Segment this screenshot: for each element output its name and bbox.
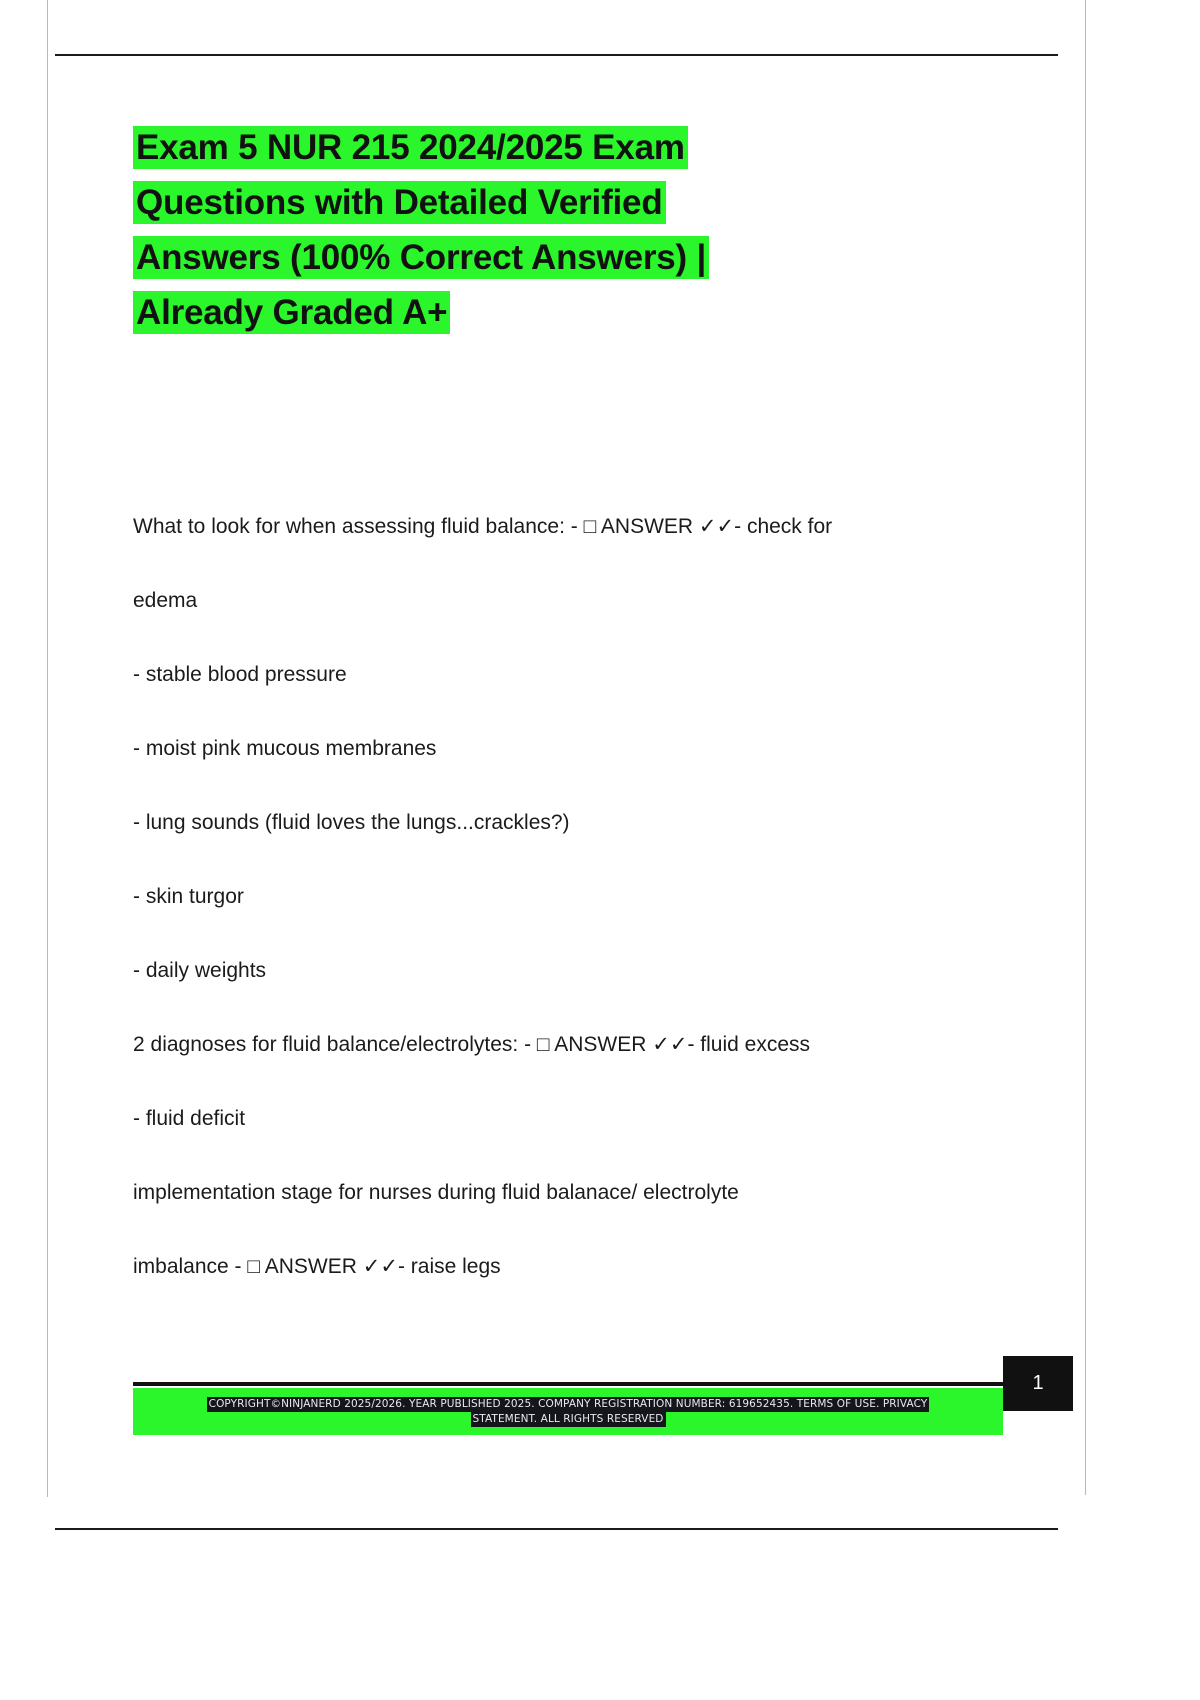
body-paragraph: - stable blood pressure bbox=[133, 663, 347, 686]
body-paragraph: 2 diagnoses for fluid balance/electrolytes: - □ ANSWER ✓✓- fluid excess bbox=[133, 1033, 810, 1056]
body-paragraph: - fluid deficit bbox=[133, 1107, 246, 1130]
footer-divider bbox=[133, 1382, 1003, 1386]
page-edge-left-rule bbox=[47, 0, 48, 1497]
body-paragraph: - lung sounds (fluid loves the lungs...crackles?) bbox=[133, 811, 570, 834]
page-number-badge: 1 bbox=[1003, 1356, 1073, 1411]
title-line-2: Questions with Detailed Verified bbox=[133, 181, 666, 224]
body-paragraph: - daily weights bbox=[133, 959, 267, 982]
title-line-1: Exam 5 NUR 215 2024/2025 Exam bbox=[133, 126, 688, 169]
header-divider bbox=[55, 54, 1058, 56]
page-bottom-divider bbox=[55, 1528, 1058, 1530]
body-paragraph: implementation stage for nurses during fluid balanace/ electrolyte bbox=[133, 1181, 739, 1204]
body-paragraph: edema bbox=[133, 589, 198, 612]
body-paragraph: - skin turgor bbox=[133, 885, 244, 908]
footer-copyright-line-1: COPYRIGHT©NINJANERD 2025/2026. YEAR PUBLISHED 2025. COMPANY REGISTRATION NUMBER: 619652435. TERMS OF USE. PRIVACY bbox=[208, 1397, 928, 1410]
page-edge-right-rule bbox=[1085, 0, 1086, 1495]
title-line-3: Answers (100% Correct Answers) | bbox=[133, 236, 709, 279]
page-title bbox=[133, 120, 893, 340]
document-content bbox=[133, 120, 1013, 1304]
footer-copyright-line-2: STATEMENT. ALL RIGHTS RESERVED bbox=[472, 1412, 664, 1425]
footer-copyright bbox=[133, 1388, 1003, 1435]
document-body bbox=[133, 490, 1013, 1304]
body-paragraph: - moist pink mucous membranes bbox=[133, 737, 437, 760]
body-paragraph: What to look for when assessing fluid balance: - □ ANSWER ✓✓- check for bbox=[133, 515, 833, 538]
body-paragraph: imbalance - □ ANSWER ✓✓- raise legs bbox=[133, 1255, 501, 1278]
title-line-4: Already Graded A+ bbox=[133, 291, 450, 334]
